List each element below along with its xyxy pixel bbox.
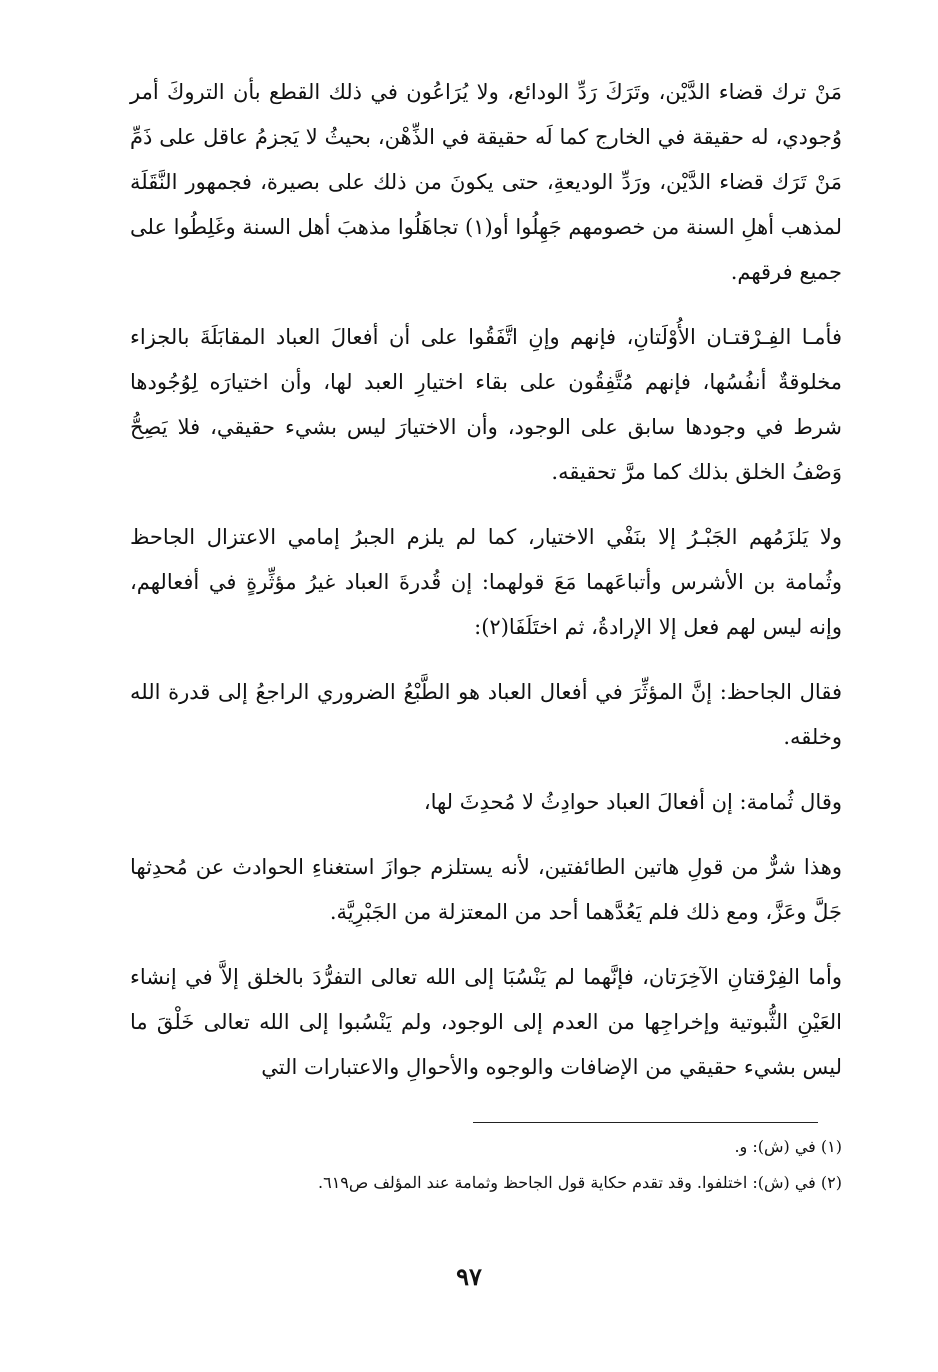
body-paragraph-4: فقال الجاحظ: إنَّ المؤثِّرَ في أفعال العباد هو الطَّبْعُ الضروري الراجعُ إلى قدرة الله وخلقه. [130, 680, 842, 749]
body-paragraph-2: فأمـا الفِـرْقتـان الأُوْلَتانِ، فإنهم وإنِ اتَّفَقُوا على أن أفعالَ العباد المقابَلَةَ بالجزاء مخلوقةٌ أنفُسُها، فإنهم مُتَّفِقُون على بقاء اختيارِ العبد لها، وأن اختيارَه لِوُجُودها شرط في وجودها سابق على الوجود، وأن الاختيارَ ليس بشيء حقيقي، فلا يَصِحُّ وَصْفُ الخلق بذلك كما مرَّ تحقيقه. [130, 325, 842, 484]
footnotes [130, 1132, 842, 1204]
footnote-divider [473, 1122, 818, 1123]
page-body [130, 70, 842, 1110]
footnote-2: (٢) في (ش): اختلفوا. وقد تقدم حكاية قول الجاحظ وثمامة عند المؤلف ص٦١٩. [318, 1173, 842, 1192]
page-number: ٩٧ [456, 1262, 482, 1291]
footnote-1: (١) في (ش): و. [734, 1137, 842, 1156]
body-paragraph-1: مَنْ ترك قضاء الدَّيْن، وتَرَكَ رَدِّ الودائع، ولا يُرَاعُون في ذلك القطع بأن التروكَ أمر وُجودي، له حقيقة في الخارج كما لَه حقيقة في الذِّهْن، بحيثُ لا يَجزمُ عاقل على ذَمِّ مَنْ تَرَك قضاء الدَّيْن، ورَدِّ الوديعةِ، حتى يكونَ من ذلك على بصيرة، فجمهور النَّقَلَة لمذهب أهلِ السنة من خصومهم جَهِلُوا أو(١) تجاهَلُوا مذهبَ أهل السنة وغَلِطُوا على جميع فرقهم. [130, 80, 842, 284]
body-paragraph-7: وأما الفِرْقتانِ الآخِرَتان، فإنَّهما لم يَنْسُبَا إلى الله تعالى التفرُّدَ بالخلق إلاَّ في إنشاء العَيْنِ الثُّبوتية وإخراجِها من العدم إلى الوجود، ولم يَنْسُبوا إلى الله تعالى خَلْقَ ما ليس بشيء حقيقي من الإضافات والوجوه والأحوالِ والاعتبارات التي [130, 965, 842, 1079]
body-paragraph-5: وقال ثُمامة: إن أفعالَ العباد حوادِثُ لا مُحدِثَ لها، [423, 790, 842, 814]
body-paragraph-3: ولا يَلزَمُهم الجَبْـرُ إلا بنَفْي الاختيار، كما لم يلزم الجبرُ إمامي الاعتزال الجاحظ وثُمامة بن الأشرس وأتباعَهما مَعَ قولهما: إن قُدرةَ العباد غيرُ مؤثِّرةٍ في أفعالهم، وإنه ليس لهم فعل إلا الإرادةُ، ثم اختَلَفَا(٢): [130, 525, 842, 639]
body-paragraph-6: وهذا شرٌّ من قولِ هاتين الطائفتين، لأنه يستلزم جوازَ استغناءِ الحوادث عن مُحدِثها جَلَّ وعَزَّ، ومع ذلك فلم يَعُدَّهما أحد من المعتزلة من الجَبْرِيَّة. [130, 855, 842, 924]
